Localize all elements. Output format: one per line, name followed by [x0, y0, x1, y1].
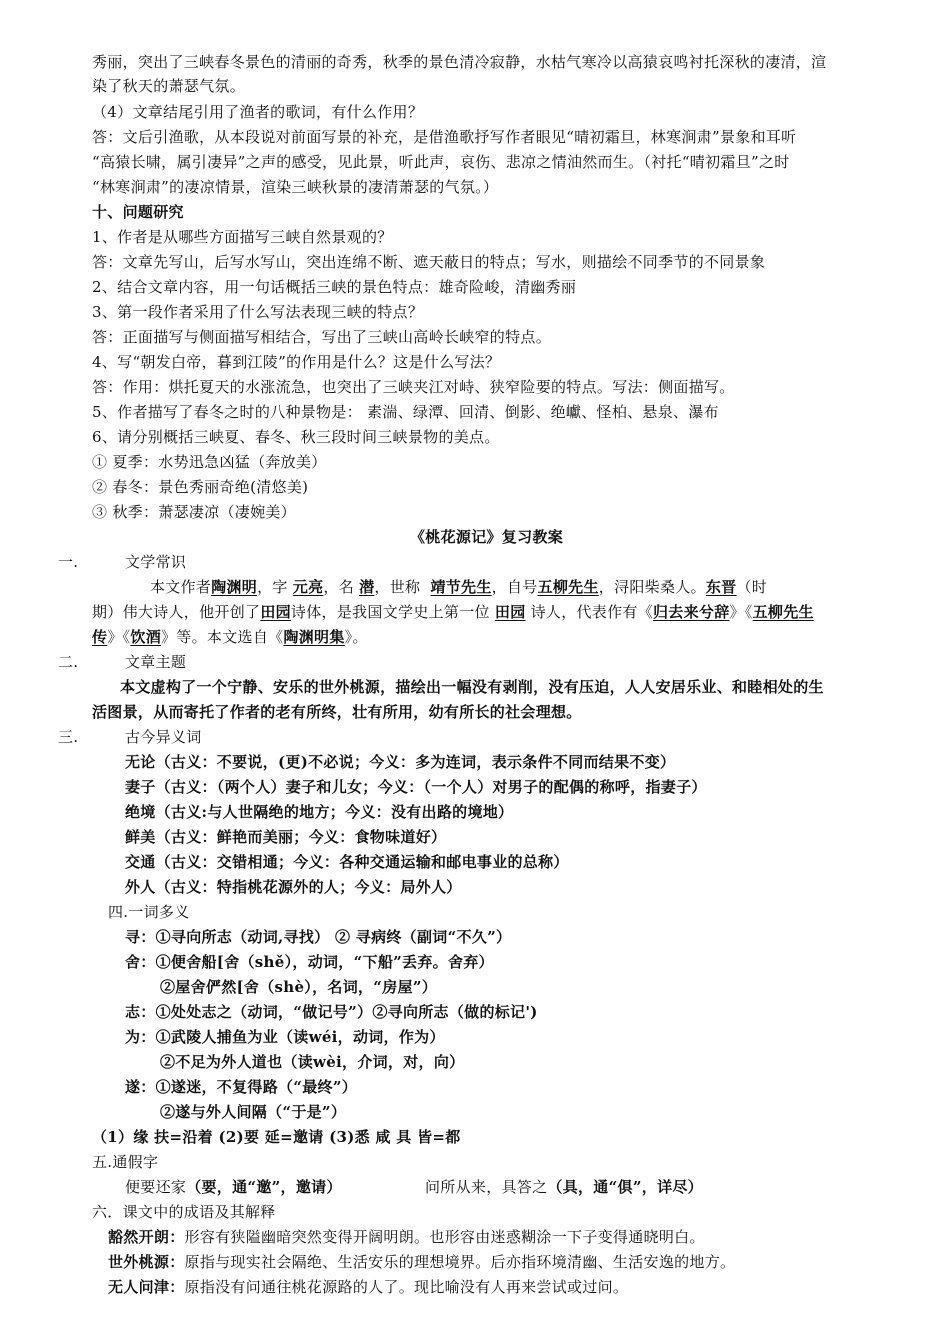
- source-collection: 陶渊明集: [283, 628, 345, 646]
- text: 诗人，代表作有《: [530, 603, 653, 621]
- polysemy-line: 遂：①遂迷，不复得路（“最终”）: [125, 1078, 358, 1096]
- answer-line: “林寒涧肃”的凄凉情景，渲染三峡秋景的凄清萧瑟的气氛。）: [92, 178, 499, 196]
- research-line: ① 夏季：水势迅急凶猛（奔放美）: [92, 453, 327, 471]
- poetry-genre: 田园: [260, 603, 291, 621]
- polysemy-line: ②不足为外人道也（读wèi，介词，对，向）: [160, 1053, 465, 1071]
- given-name: 潜: [359, 578, 375, 596]
- section-heading: 六．课文中的成语及其解释: [92, 1203, 276, 1221]
- annotation: （要，通“邀”，邀请）: [186, 1178, 342, 1196]
- word-meaning-line: 绝境（古义:与人世隔绝的地方；今义：没有出路的境地）: [125, 803, 514, 821]
- text: 》。: [344, 628, 368, 646]
- text: 》等。本文选自《: [161, 628, 284, 646]
- text: ，世称: [374, 578, 421, 596]
- text: 》《: [729, 603, 753, 621]
- courtesy-name: 元亮: [292, 578, 324, 596]
- section-heading: 四.一词多义: [108, 903, 190, 921]
- section-number: 三.: [58, 728, 79, 746]
- research-line: 4、写“朝发白帝，暮到江陵”的作用是什么？这是什么写法？: [92, 353, 501, 371]
- idiom-definition: 原指与现实社会隔绝、生活安乐的理想境界。后亦指环境清幽、生活安逸的地方。: [184, 1253, 736, 1271]
- work-title: 传: [92, 628, 108, 646]
- text: 期）伟大诗人，他开创了: [92, 603, 261, 621]
- idiom-line: [108, 1225, 705, 1249]
- text: 诗体，是我国文学史上第一位: [290, 603, 490, 621]
- section-title: 文学常识: [125, 553, 187, 571]
- text: ，自号: [491, 578, 538, 596]
- idiom-term: 无人问津：: [108, 1278, 185, 1296]
- section-title: 古今异义词: [125, 728, 202, 746]
- research-line: 3、第一段作者采用了什么写法表现三峡的特点？: [92, 303, 424, 321]
- polysemy-line: ②遂与外人间隔（“于是”）: [160, 1103, 347, 1121]
- answer-line: 答：文后引渔歌，从本段说对前面写景的补充，是借渔歌抒写作者眼见“晴初霜旦，林寒涧肃”景象和耳听: [92, 128, 797, 146]
- idiom-definition: 原指没有问通往桃花源路的人了。现比喻没有人再来尝试或过问。: [184, 1278, 629, 1296]
- section-heading: 十、问题研究: [92, 203, 184, 221]
- text: 本文作者: [150, 578, 212, 596]
- work-title: 归去来兮辞: [653, 603, 730, 621]
- section-heading: 五.通假字: [92, 1153, 159, 1171]
- theme-line: 活图景，从而寄托了作者的老有所终，壮有所用，幼有所长的社会理想。: [92, 703, 582, 721]
- self-title: 五柳先生: [537, 578, 599, 596]
- author-name: 陶渊明: [211, 578, 258, 596]
- idiom-line: [108, 1275, 628, 1299]
- literary-facts-line-1: [150, 575, 767, 599]
- section-number: 一.: [58, 553, 79, 571]
- word-meaning-line: 鲜美（古义：鲜艳而美丽；今义：食物味道好）: [125, 828, 447, 846]
- synonym-line: （1）缘 扶=沿着 (2)要 延=邀请 (3)悉 咸 具 皆=都: [92, 1128, 461, 1146]
- idiom-term: 豁然开朗：: [108, 1228, 185, 1246]
- annotation: （具，通“俱”，详尽）: [547, 1178, 703, 1196]
- document-title: 《桃花源记》复习教案: [410, 528, 564, 546]
- paragraph-line: 秀丽，突出了三峡春冬景色的清丽的奇秀，秋季的景色清冷寂静，水枯气寒冷以高猿哀鸣衬托深秋的凄清，渲: [92, 53, 827, 71]
- paragraph-line: 染了秋天的萧瑟气氛。: [92, 77, 246, 95]
- theme-line: 本文虚构了一个宁静、安乐的世外桃源，描绘出一幅没有剥削，没有压迫，人人安居乐业、和睦相处的生: [120, 678, 824, 696]
- literary-facts-line-2: [92, 600, 814, 624]
- tongjia-line: [425, 1175, 703, 1199]
- text: （时: [736, 578, 768, 596]
- research-line: 1、作者是从哪些方面描写三峡自然景观的？: [92, 228, 393, 246]
- dynasty: 东晋: [705, 578, 737, 596]
- section-title: 文章主题: [125, 653, 187, 671]
- idiom-term: 世外桃源：: [108, 1253, 185, 1271]
- polysemy-line: 志：①处处志之（动词，“做记号”）②寻向所志（做的标记'): [125, 1003, 538, 1021]
- work-title: 饮酒: [130, 628, 162, 646]
- research-line: 6、请分别概括三峡夏、春冬、秋三段时间三峡景物的美点。: [92, 428, 500, 446]
- research-line: 答：文章先写山，后写水写山，突出连绵不断、遮天蔽日的特点；写水，则描绘不同季节的不同景象: [92, 253, 766, 271]
- work-title: 五柳先生: [752, 603, 814, 621]
- text: 》《: [107, 628, 131, 646]
- research-line: ③ 秋季：萧瑟凄凉（凄婉美）: [92, 503, 296, 521]
- research-line: 5、作者描写了春冬之时的八种景物是： 素湍、绿潭、回清、倒影、绝巘、怪柏、悬泉、瀑布: [92, 403, 719, 421]
- polysemy-line: 舍：①便舍船[舍（shě），动词，“下船”丢弃。舍弃）: [125, 953, 494, 971]
- poetry-genre: 田园: [494, 603, 526, 621]
- word-meaning-line: 外人（古义：特指桃花源外的人；今义：局外人）: [125, 878, 462, 896]
- idiom-line: [108, 1250, 735, 1274]
- text: ，浔阳柴桑人。: [598, 578, 706, 596]
- research-line: ② 春冬：景色秀丽奇绝(清悠美): [92, 478, 309, 496]
- word-meaning-line: 妻子（古义：（两个人）妻子和儿女；今义：（一个人）对男子的配偶的称呼，指妻子）: [125, 778, 707, 796]
- polysemy-line: ②屋舍俨然[舍（shè），名词，“房屋”）: [160, 978, 438, 996]
- text: 问所从来，具答之: [425, 1178, 548, 1196]
- question-4: （4）文章结尾引用了渔者的歌词，有什么作用？: [92, 103, 424, 121]
- tongjia-line: [125, 1175, 342, 1199]
- research-line: 答：作用：烘托夏天的水涨流急，也突出了三峡夹江对峙、狭窄险要的特点。写法：侧面描写。: [92, 378, 735, 396]
- word-meaning-line: 交通（古义：交错相通；今义：各种交通运输和邮电事业的总称）: [125, 853, 569, 871]
- research-line: 答：正面描写与侧面描写相结合，写出了三峡山高岭长峡窄的特点。: [92, 328, 552, 346]
- section-number: 二.: [58, 653, 79, 671]
- posthumous-title: 靖节先生: [430, 578, 492, 596]
- idiom-definition: 形容有狭隘幽暗突然变得开阔明朗。也形容由迷惑糊涂一下子变得通晓明白。: [184, 1228, 705, 1246]
- polysemy-line: 寻：①寻向所志（动词,寻找） ② 寻病终（副词“不久”）: [125, 928, 512, 946]
- word-meaning-line: 无论（古义：不要说，(更)不必说；今义：多为连词，表示条件不同而结果不变）: [125, 753, 676, 771]
- text: 便要还家: [125, 1178, 187, 1196]
- literary-facts-line-3: [92, 625, 368, 649]
- answer-line: “高猿长啸，属引凄异”之声的感受，见此景，听此声，哀伤、悲凉之情油然而生。（衬托“晴初霜旦”之时: [92, 153, 790, 171]
- polysemy-line: 为：①武陵人捕鱼为业（读wéi，动词，作为）: [125, 1028, 445, 1046]
- text: ，名: [323, 578, 355, 596]
- text: ，字: [257, 578, 288, 596]
- research-line: 2、结合文章内容，用一句话概括三峡的景色特点：雄奇险峻，清幽秀丽: [92, 278, 577, 296]
